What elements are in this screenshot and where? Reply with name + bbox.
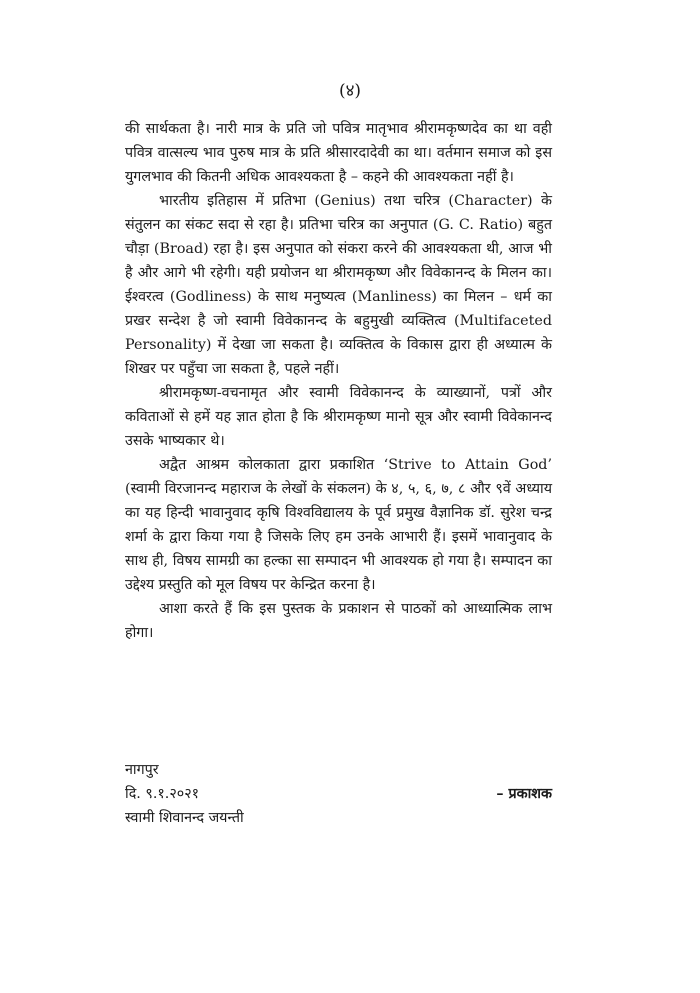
signature-date: दि. ९.१.२०२१ <box>125 786 200 802</box>
body-text <box>125 117 552 645</box>
page-number: (४) <box>338 81 362 101</box>
paragraph-2: भारतीय इतिहास में प्रतिभा (Genius) तथा चरित्र (Character) के संतुलन का संकट सदा से रहा है। प्रतिभा चरित्र का अनुपात (G. C. Ratio) बहुत चौड़ा (Broad) रहा है। इस अनुपात को संकरा करने की आवश्यकता थी, आज भी है और आगे भी रहेगी। यही प्रयोजन था श्रीरामकृष्ण और विवेकानन्द के मिलन का। ईश्वरत्व (Godliness) के साथ मनुष्यत्व (Manliness) का मिलन – धर्म का प्रखर सन्देश है जो स्वामी विवेकानन्द के बहुमुखी व्यक्तित्व (Multifaceted Personality) में देखा जा सकता है। व्यक्तित्व के विकास द्वारा ही अध्यात्म के शिखर पर पहुँचा जा सकता है, पहले नहीं। <box>125 193 552 377</box>
paragraph-1: की सार्थकता है। नारी मात्र के प्रति जो पवित्र मातृभाव श्रीरामकृष्णदेव का था वही पवित्र वात्सल्य भाव पुरुष मात्र के प्रति श्रीसारदादेवी का था। वर्तमान समाज को इस युगलभाव की कितनी अधिक आवश्यकता है – कहने की आवश्यकता नहीं है। <box>125 121 552 185</box>
paragraph-4: अद्वैत आश्रम कोलकाता द्वारा प्रकाशित ‘Strive to Attain God’ (स्वामी विरजानन्द महाराज के लेखों के संकलन) के ४, ५, ६, ७, ८ और ९वें अध्याय का यह हिन्दी भावानुवाद कृषि विश्वविद्यालय के पूर्व प्रमुख वैज्ञानिक डॉ. सुरेश चन्द्र शर्मा के द्वारा किया गया है जिसके लिए हम उनके आभारी हैं। इसमें भावानुवाद के साथ ही, विषय सामग्री का हल्का सा सम्पादन भी आवश्यक हो गया है। सम्पादन का उद्देश्य प्रस्तुति को मूल विषय पर केन्द्रित करना है। <box>125 457 552 593</box>
signature-occasion: स्वामी शिवानन्द जयन्ती <box>125 810 244 826</box>
signature-publisher: – प्रकाशक <box>496 786 552 802</box>
paragraph-5: आशा करते हैं कि इस पुस्तक के प्रकाशन से पाठकों को आध्यात्मिक लाभ होगा। <box>125 601 552 641</box>
signature-date-line <box>125 782 552 806</box>
paragraph-3: श्रीरामकृष्ण-वचनामृत और स्वामी विवेकानन्द के व्याख्यानों, पत्रों और कविताओं से हमें यह ज्ञात होता है कि श्रीरामकृष्ण मानो सूत्र और स्वामी विवेकानन्द उसके भाष्यकार थे। <box>125 385 552 449</box>
signature-place: नागपुर <box>125 762 159 778</box>
